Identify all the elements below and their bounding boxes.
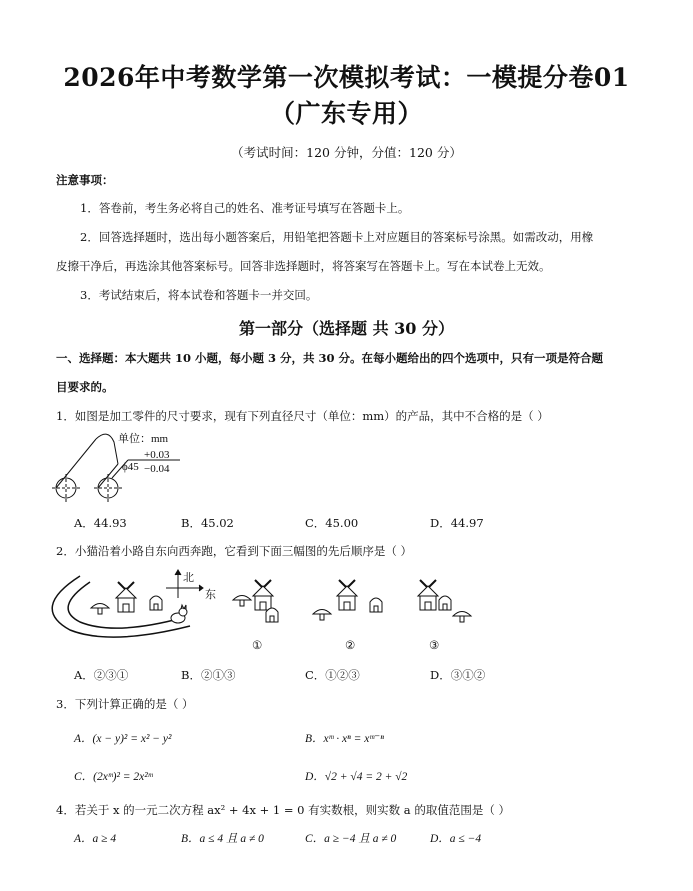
q2-option-d[interactable]: D．③①② xyxy=(430,668,486,682)
q1-fig-upper-tolerance: +0.03 xyxy=(144,449,170,461)
compass-north: 北 xyxy=(183,572,194,584)
q2-option-b[interactable]: B．②①③ xyxy=(181,668,236,682)
q1-option-b[interactable]: B．45.02 xyxy=(181,516,234,530)
part1-instruction-line1: 一、选择题：本大题共 10 小题，每小题 3 分，共 30 分。在每小题给出的四个选项中，只有一项是符合题 xyxy=(56,351,604,365)
q4-option-d[interactable]: D．a ≤ −4 xyxy=(430,833,482,845)
q2-view-label-2: ② xyxy=(345,638,356,652)
q2-path-figure xyxy=(50,568,490,654)
q2-option-a[interactable]: A．②③① xyxy=(74,668,129,682)
q3-option-a[interactable]: A．(x − y)² = x² − y² xyxy=(74,733,172,745)
q4-stem: 4．若关于 x 的一元二次方程 ax² + 4x + 1 = 0 有实数根，则实数 a 的取值范围是（ ） xyxy=(56,803,510,817)
q1-cylinder-figure xyxy=(52,430,192,508)
q3-option-c[interactable]: C．(2xᵐ)² = 2x²ᵐ xyxy=(74,771,153,783)
q2-view-label-1: ① xyxy=(252,638,263,652)
q4-option-b[interactable]: B．a ≤ 4 且 a ≠ 0 xyxy=(181,833,264,845)
q1-fig-unit: 单位：mm xyxy=(118,433,169,445)
q1-option-d[interactable]: D．44.97 xyxy=(430,516,484,530)
q3-stem: 3．下列计算正确的是（ ） xyxy=(56,697,194,711)
cat-icon xyxy=(171,605,187,623)
notice-item-2-line1: 2．回答选择题时，选出每小题答案后，用铅笔把答题卡上对应题目的答案标号涂黑。如需改动，用橡 xyxy=(80,230,594,244)
q3-option-d[interactable]: D．√2 + √4 = 2 + √2 xyxy=(305,771,408,783)
q2-stem: 2．小猫沿着小路自东向西奔跑，它看到下面三幅图的先后顺序是（ ） xyxy=(56,544,412,558)
exam-title-line1: 2026年中考数学第一次模拟考试：一模提分卷01 xyxy=(63,63,630,92)
q2-view-label-3: ③ xyxy=(429,638,440,652)
q1-fig-diameter: ϕ45 xyxy=(122,461,139,473)
part1-instruction-line2: 目要求的。 xyxy=(56,380,114,394)
exam-title-line2: （广东专用） xyxy=(269,99,423,128)
q2-option-c[interactable]: C．①②③ xyxy=(305,668,360,682)
q3-option-b[interactable]: B．xᵐ · xⁿ = xᵐ⁻ⁿ xyxy=(305,733,384,745)
q1-fig-lower-tolerance: −0.04 xyxy=(144,463,170,475)
q4-option-c[interactable]: C．a ≥ −4 且 a ≠ 0 xyxy=(305,833,397,845)
exam-time-score: （考试时间：120 分钟，分值：120 分） xyxy=(231,145,462,160)
notice-heading: 注意事项： xyxy=(56,173,114,187)
notice-item-1: 1．答卷前，考生务必将自己的姓名、准考证号填写在答题卡上。 xyxy=(80,201,410,215)
compass-east: 东 xyxy=(205,589,216,601)
notice-item-2-line2: 皮擦干净后，再选涂其他答案标号。回答非选择题时，将答案写在答题卡上。写在本试卷上无效。 xyxy=(56,259,551,273)
q1-option-a[interactable]: A．44.93 xyxy=(74,516,127,530)
q1-option-c[interactable]: C．45.00 xyxy=(305,516,359,530)
q4-option-a[interactable]: A．a ≥ 4 xyxy=(74,833,117,845)
q1-stem: 1．如图是加工零件的尺寸要求，现有下列直径尺寸（单位：mm）的产品，其中不合格的是（ ） xyxy=(56,409,549,423)
part1-heading: 第一部分（选择题 共 30 分） xyxy=(239,319,454,338)
notice-item-3: 3．考试结束后，将本试卷和答题卡一并交回。 xyxy=(80,288,318,302)
